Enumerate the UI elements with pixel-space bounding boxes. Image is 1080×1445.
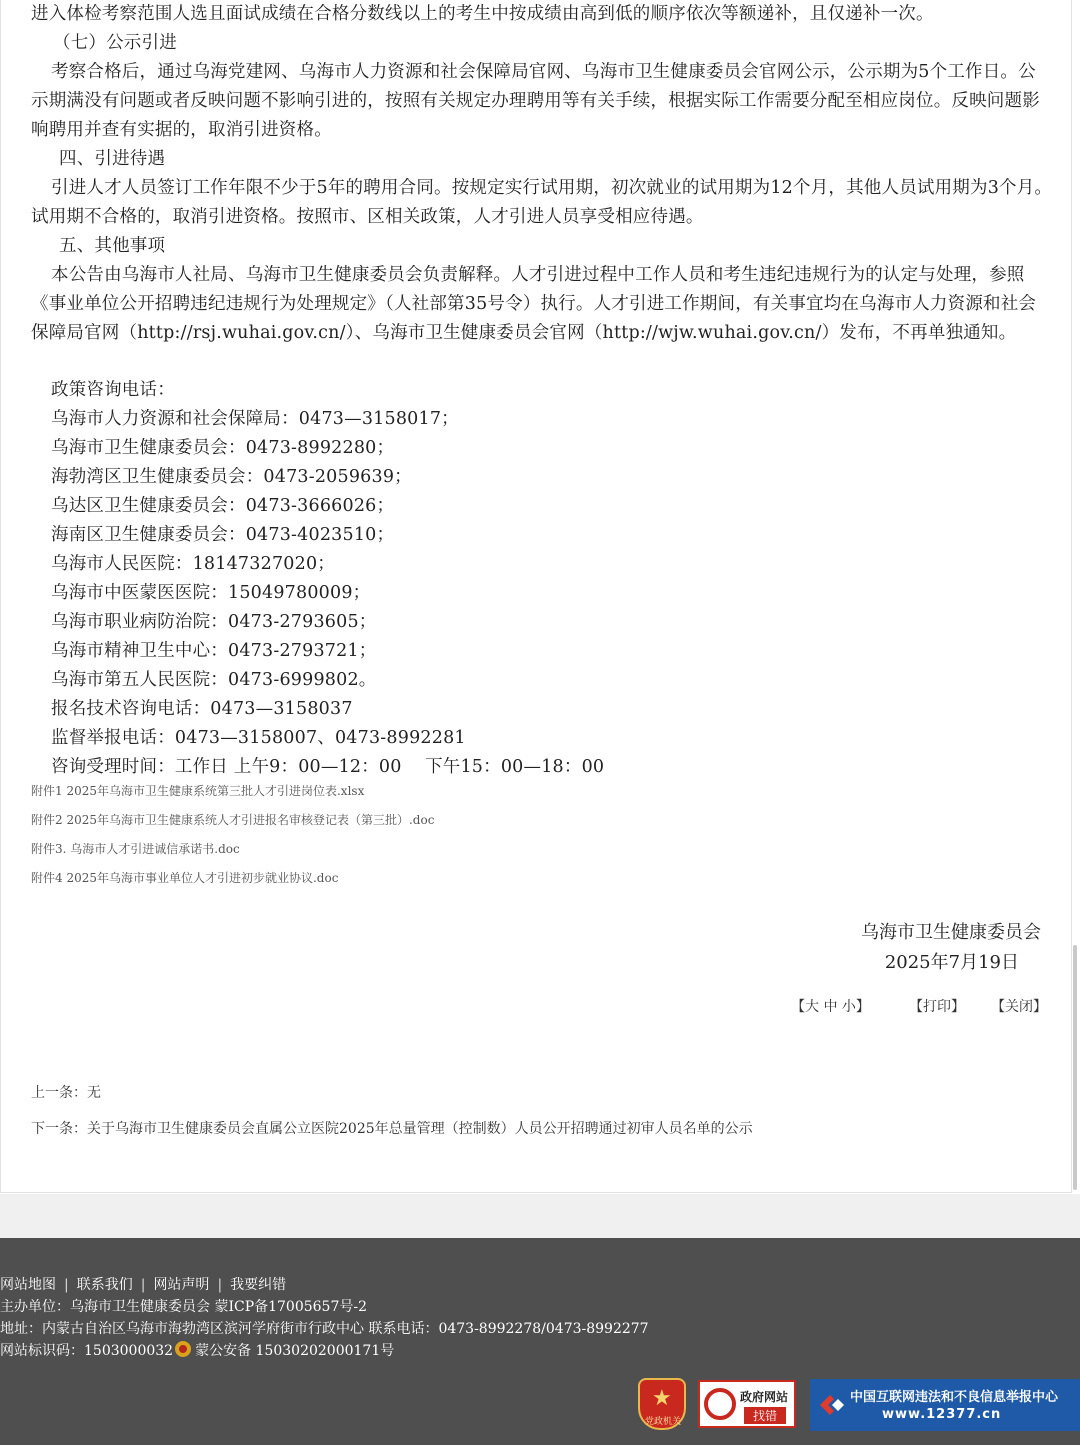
paragraph-treatment: 引进人才人员签订工作年限不少于5年的聘用合同。按规定实行试用期，初次就业的试用期为12个月，其他人员试用期为3个月。试用期不合格的，取消引进资格。按照市、区相关政策，人才引进人员享受相应待遇。 [31, 178, 1053, 227]
page-gap [0, 1194, 1080, 1238]
attachment-link[interactable]: 附件3. 乌海市人才引进诚信承诺书.doc [31, 842, 240, 856]
footer-links [0, 1274, 286, 1296]
heading-treatment: 四、引进待遇 [59, 149, 166, 169]
footer-link-contact[interactable]: 联系我们 [76, 1277, 133, 1293]
phone-line: 乌海市第五人民医院：0473-6999802。 [51, 670, 377, 690]
footer-site-id: 网站标识码：1503000032 [0, 1343, 174, 1359]
phone-line: 乌海市人民医院：18147327020； [51, 554, 335, 574]
attachment-link[interactable]: 附件1 2025年乌海市卫生健康系统第三批人才引进岗位表.xlsx [31, 784, 365, 798]
phone-line: 海勃湾区卫生健康委员会：0473-2059639； [51, 467, 412, 487]
phone-line: 乌海市中医蒙医医院：15049780009； [51, 583, 371, 603]
report-center-title: 中国互联网违法和不良信息举报中心 [850, 1390, 1059, 1405]
footer-link-report-error[interactable]: 我要纠错 [230, 1277, 287, 1293]
paragraph-public-notice: 考察合格后，通过乌海党建网、乌海市人力资源和社会保障局官网、乌海市卫生健康委员会官网公示，公示期为5个工作日。公示期满没有问题或者反映问题不影响引进的，按照有关规定办理聘用等有关手续，根据实际工作需要分配至相应岗位。反映问题影响聘用并查有实据的，取消引进资格。 [31, 62, 1040, 140]
next-article-link[interactable]: 下一条：关于乌海市卫生健康委员会直属公立医院2025年总量管理（控制数）人员公开招聘通过初审人员名单的公示 [31, 1121, 753, 1137]
phones-title: 政策咨询电话： [51, 380, 175, 400]
phone-line: 乌海市职业病防治院：0473-2793605； [51, 612, 377, 632]
heading-other-matters: 五、其他事项 [59, 236, 166, 256]
gov-site-error-badge[interactable] [698, 1380, 796, 1428]
magnifier-icon [704, 1388, 736, 1420]
police-badge-icon [175, 1341, 191, 1357]
party-gov-badge-label: 党政机关 [644, 1417, 681, 1427]
separator: | [64, 1277, 69, 1293]
separator: | [217, 1277, 223, 1293]
footer-sponsor: 主办单位：乌海市卫生健康委员会 蒙ICP备17005657号-2 [0, 1299, 368, 1315]
footer-link-statement[interactable]: 网站声明 [153, 1277, 210, 1293]
phone-line: 海南区卫生健康委员会：0473-4023510； [51, 525, 395, 545]
report-center-url: www.12377.cn [882, 1407, 1002, 1422]
report-center-badge[interactable] [810, 1379, 1080, 1431]
report-phone: 监督举报电话：0473—3158007、0473-8992281 [51, 728, 466, 748]
scrollbar-thumb[interactable] [1073, 945, 1077, 1190]
phone-line: 乌海市卫生健康委员会：0473-8992280； [51, 438, 395, 458]
phone-line: 乌海市人力资源和社会保障局：0473—3158017； [51, 409, 459, 429]
paragraph-other-matters: 本公告由乌海市人社局、乌海市卫生健康委员会负责解释。人才引进过程中工作人员和考生违纪违规行为的认定与处理，参照《事业单位公开招聘违纪违规行为处理规定》（人社部第35号令）执行。人才引进工作期间，有关事宜均在乌海市人力资源和社会保障局官网（http://rsj.wuhai.gov.cn/）、乌海市卫生健康委员会官网（http://wjw.wuhai.gov.cn/）发布，不再单独通知。 [31, 265, 1037, 343]
signer: 乌海市卫生健康委员会 [861, 922, 1041, 943]
footer-police-record[interactable]: 蒙公安备 15030202000171号 [195, 1343, 395, 1359]
print-button[interactable]: 【打印】 [909, 999, 965, 1015]
tech-consult-phone: 报名技术咨询电话：0473—3158037 [51, 699, 353, 719]
publish-date: 2025年7月19日 [884, 952, 1019, 973]
phone-line: 乌达区卫生健康委员会：0473-3666026； [51, 496, 395, 516]
close-button[interactable]: 【关闭】 [991, 999, 1047, 1015]
footer-site-id-row [0, 1340, 394, 1362]
phone-line: 乌海市精神卫生中心：0473-2793721； [51, 641, 377, 661]
font-size-control[interactable]: 【大 中 小】 [791, 999, 870, 1015]
star-icon: ★ [652, 1386, 672, 1411]
paragraph-supplement: 进入体检考察范围人选且面试成绩在合格分数线以上的考生中按成绩由高到低的顺序依次等额递补，且仅递补一次。 [31, 4, 934, 24]
heading-public-notice: （七）公示引进 [53, 33, 177, 53]
attachment-link[interactable]: 附件4 2025年乌海市事业单位人才引进初步就业协议.doc [31, 871, 339, 885]
gov-site-badge-title: 政府网站 [740, 1390, 789, 1404]
separator: | [140, 1277, 146, 1293]
party-gov-badge[interactable] [638, 1378, 686, 1430]
consult-hours: 咨询受理时间：工作日 上午9：00—12：00 下午15：00—18：00 [51, 757, 605, 777]
attachment-link[interactable]: 附件2 2025年乌海市卫生健康系统人才引进报名审核登记表（第三批）.doc [31, 813, 435, 827]
prev-article: 上一条：无 [31, 1085, 101, 1101]
footer-link-sitemap[interactable]: 网站地图 [0, 1277, 56, 1293]
footer-address: 地址：内蒙古自治区乌海市海勃湾区滨河学府街市行政中心 联系电话：0473-8992278/0473-8992277 [0, 1321, 649, 1337]
report-center-logo-icon [818, 1393, 846, 1417]
gov-site-badge-sub: 找错 [744, 1407, 786, 1424]
